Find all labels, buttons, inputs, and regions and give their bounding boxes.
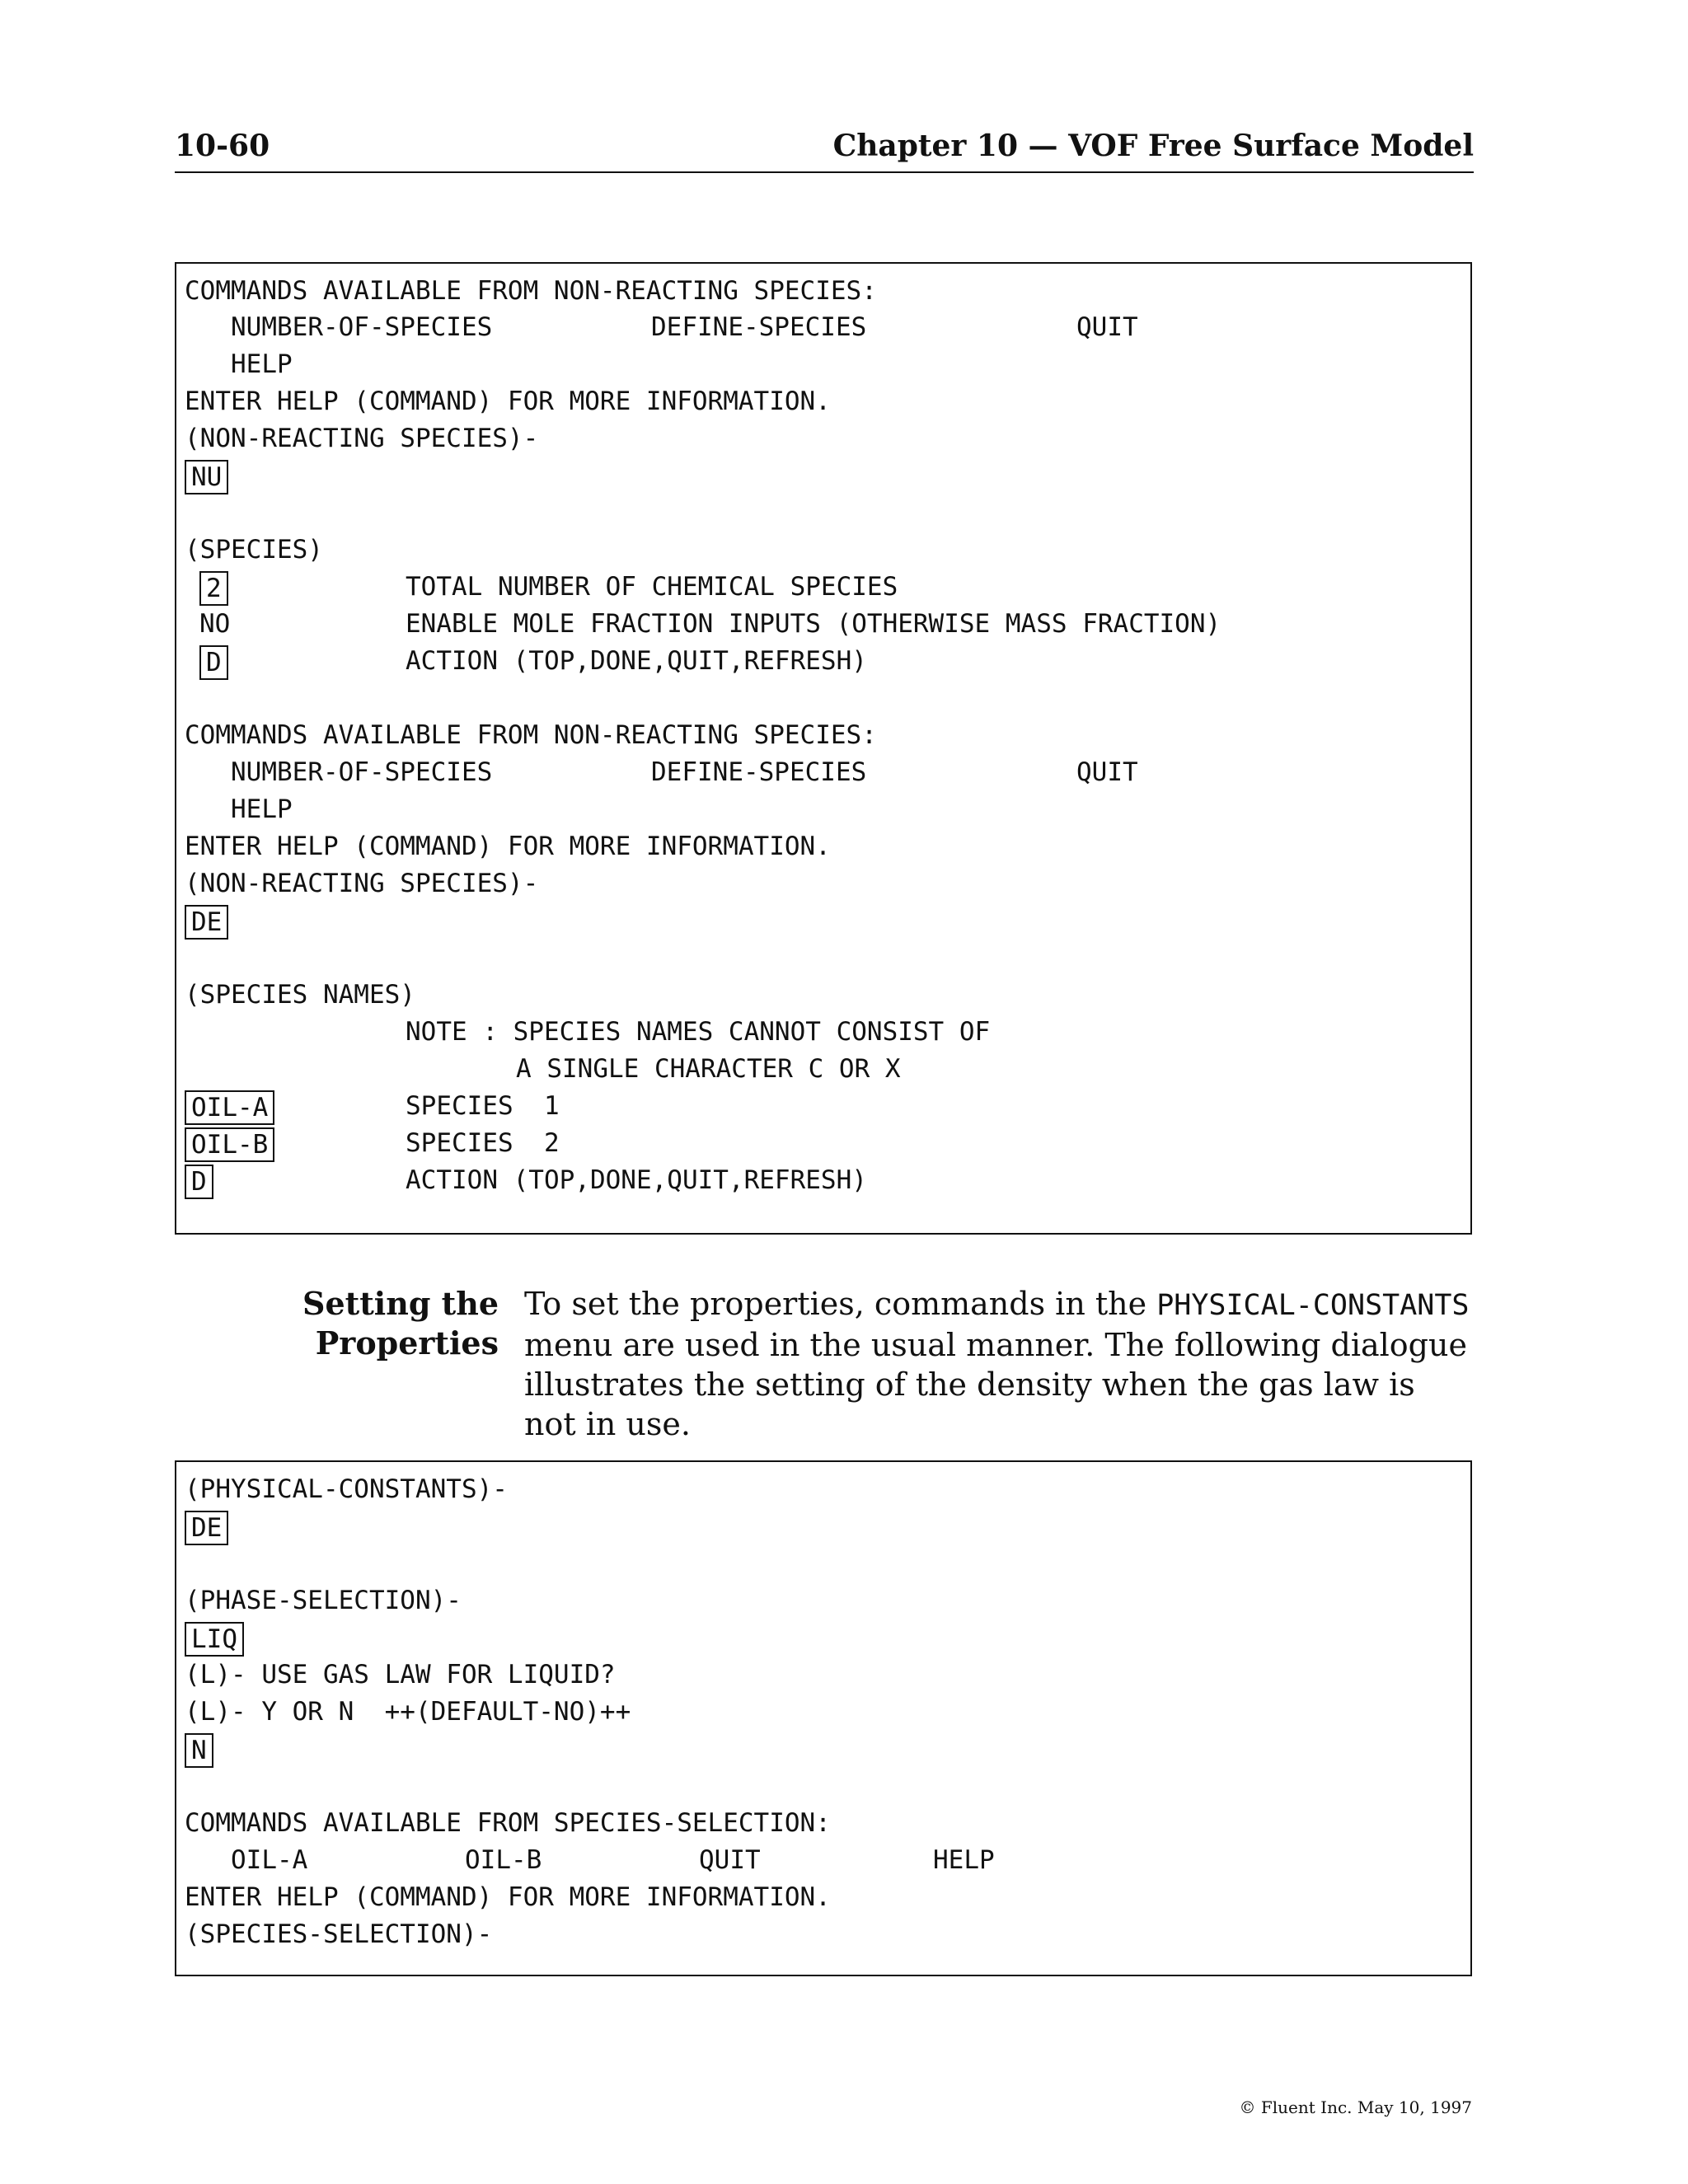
console-line: ENTER HELP (COMMAND) FOR MORE INFORMATION. bbox=[185, 387, 831, 416]
section-paragraph bbox=[524, 1284, 1474, 1444]
command-option: QUIT bbox=[1076, 312, 1138, 342]
paragraph-text: menu are used in the usual manner. The following dialogue illustrates the setting of the density when the gas law is not in use. bbox=[524, 1327, 1467, 1442]
command-option: HELP bbox=[933, 1845, 995, 1875]
console-line: TOTAL NUMBER OF CHEMICAL SPECIES bbox=[406, 572, 898, 602]
console-line: SPECIES 1 bbox=[406, 1091, 560, 1121]
console-prompt: (SPECIES-SELECTION)- bbox=[185, 1919, 493, 1949]
user-input: DE bbox=[185, 1511, 228, 1545]
command-option: DEFINE-SPECIES bbox=[651, 757, 867, 787]
console-line: ENTER HELP (COMMAND) FOR MORE INFORMATION. bbox=[185, 1882, 831, 1912]
command-option: HELP bbox=[231, 349, 293, 379]
console-prompt: (PHYSICAL-CONSTANTS)- bbox=[185, 1474, 508, 1504]
console-line: COMMANDS AVAILABLE FROM NON-REACTING SPECIES: bbox=[185, 276, 877, 306]
chapter-title: Chapter 10 — VOF Free Surface Model bbox=[832, 129, 1474, 163]
user-input: D bbox=[199, 645, 228, 680]
console-dialogue-density bbox=[175, 1460, 1472, 1976]
user-input: NU bbox=[185, 460, 228, 494]
console-line: ENTER HELP (COMMAND) FOR MORE INFORMATION. bbox=[185, 832, 831, 861]
console-prompt: (SPECIES) bbox=[185, 535, 323, 565]
user-input: D bbox=[185, 1165, 213, 1199]
command-option: NUMBER-OF-SPECIES bbox=[231, 757, 493, 787]
user-input: 2 bbox=[199, 571, 228, 606]
page-header bbox=[175, 125, 1474, 173]
console-prompt: (NON-REACTING SPECIES)- bbox=[185, 869, 539, 898]
user-input: DE bbox=[185, 905, 228, 940]
console-prompt: (NON-REACTING SPECIES)- bbox=[185, 424, 539, 453]
user-input: LIQ bbox=[185, 1622, 244, 1657]
console-line: ACTION (TOP,DONE,QUIT,REFRESH) bbox=[406, 646, 867, 676]
user-input: N bbox=[185, 1733, 213, 1768]
inline-code: PHYSICAL-CONSTANTS bbox=[1156, 1289, 1470, 1322]
command-option: QUIT bbox=[1076, 757, 1138, 787]
copyright-footer: © Fluent Inc. May 10, 1997 bbox=[1239, 2097, 1472, 2117]
section-heading bbox=[247, 1284, 499, 1363]
user-input: OIL-B bbox=[185, 1127, 274, 1162]
console-line: ENABLE MOLE FRACTION INPUTS (OTHERWISE MASS FRACTION) bbox=[406, 609, 1221, 639]
console-prompt: (SPECIES NAMES) bbox=[185, 980, 415, 1010]
console-dialogue-species bbox=[175, 262, 1472, 1235]
section-heading-line: Setting the bbox=[302, 1285, 499, 1322]
section-heading-line: Properties bbox=[315, 1324, 499, 1361]
console-line: COMMANDS AVAILABLE FROM SPECIES-SELECTION: bbox=[185, 1808, 831, 1838]
console-line: (L)- Y OR N ++(DEFAULT-NO)++ bbox=[185, 1697, 631, 1727]
command-option: DEFINE-SPECIES bbox=[651, 312, 867, 342]
console-note: NOTE : SPECIES NAMES CANNOT CONSIST OF bbox=[406, 1017, 991, 1047]
user-input: OIL-A bbox=[185, 1090, 274, 1125]
page-number: 10-60 bbox=[175, 129, 270, 163]
console-note: A SINGLE CHARACTER C OR X bbox=[516, 1054, 901, 1084]
console-value: NO bbox=[199, 609, 231, 639]
command-option: NUMBER-OF-SPECIES bbox=[231, 312, 493, 342]
console-line: ACTION (TOP,DONE,QUIT,REFRESH) bbox=[406, 1165, 867, 1195]
command-option: HELP bbox=[231, 794, 293, 824]
console-line: (L)- USE GAS LAW FOR LIQUID? bbox=[185, 1660, 616, 1690]
command-option: QUIT bbox=[699, 1845, 761, 1875]
command-option: OIL-B bbox=[465, 1845, 542, 1875]
command-option: OIL-A bbox=[231, 1845, 308, 1875]
console-line: SPECIES 2 bbox=[406, 1128, 560, 1158]
console-prompt: (PHASE-SELECTION)- bbox=[185, 1586, 462, 1615]
paragraph-text: To set the properties, commands in the bbox=[524, 1286, 1157, 1322]
console-line: COMMANDS AVAILABLE FROM NON-REACTING SPECIES: bbox=[185, 720, 877, 750]
